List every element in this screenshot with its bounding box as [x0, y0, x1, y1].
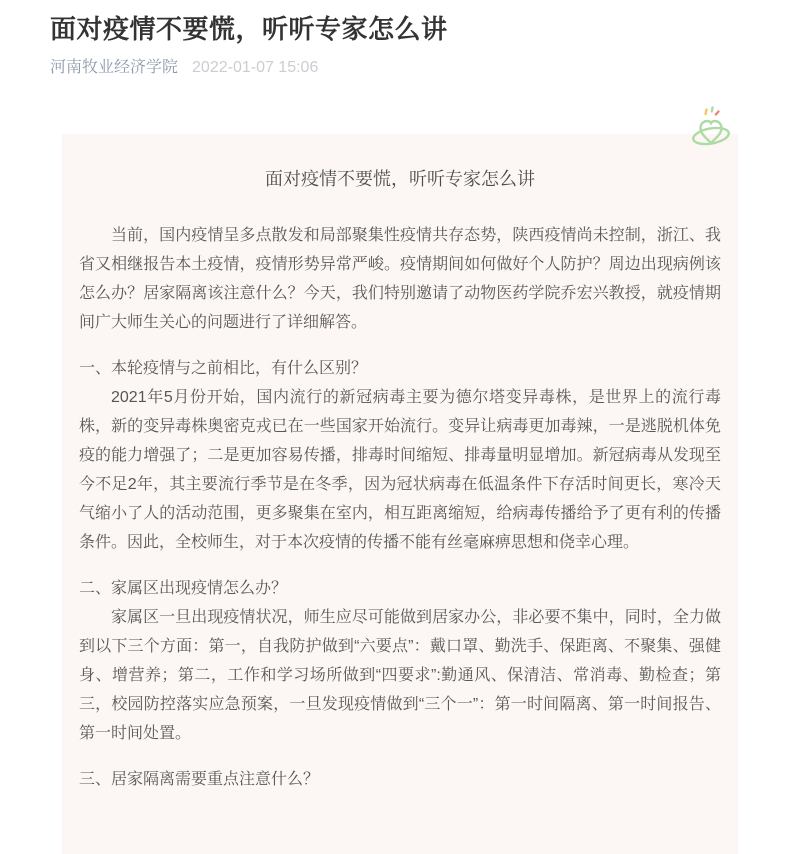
article-meta — [50, 58, 745, 78]
article-intro: 当前，国内疫情呈多点散发和局部聚集性疫情共存态势，陕西疫情尚未控制，浙江、我省又相继报告本土疫情，疫情形势异常严峻。疫情期间如何做好个人防护？周边出现病例该怎么办？居家隔离该注意什么？今天，我们特别邀请了动物医药学院乔宏兴教授，就疫情期间广大师生关心的问题进行了详细解答。 — [79, 227, 721, 331]
section-2-heading: 二、家属区出现疫情怎么办？ — [79, 580, 288, 597]
section-2-body: 家属区一旦出现疫情状况，师生应尽可能做到居家办公，非必要不集中，同时，全力做到以下三个方面：第一，自我防护做到“六要点”：戴口罩、勤洗手、保距离、不聚集、强健身、增营养；第二，工作和学习场所做到“四要求”:勤通风、保清洁、常消毒、勤检查；第三，校园防控落实应急预案，一旦发现疫情做到“三个一”：第一时间隔离、第一时间报告、第一时间处置。 — [79, 609, 721, 742]
page-title: 面对疫情不要慌，听听专家怎么讲 — [50, 14, 448, 44]
article-card — [62, 134, 738, 854]
section-1-body: 2021年5月份开始，国内流行的新冠病毒主要为德尔塔变异毒株，是世界上的流行毒株，新的变异毒株奥密克戎已在一些国家开始流行。变异让病毒更加毒辣，一是逃脱机体免疫的能力增强了；二是更加容易传播，排毒时间缩短、排毒量明显增加。新冠病毒从发现至今不足2年，其主要流行季节是在冬季，因为冠状病毒在低温条件下存活时间更长，寒冷天气缩小了人的活动范围，更多聚集在室内，相互距离缩短，给病毒传播给予了更有利的传播条件。因此，全校师生，对于本次疫情的传播不能有丝毫麻痹思想和侥幸心理。 — [79, 389, 721, 551]
section-1-heading: 一、本轮疫情与之前相比，有什么区别？ — [79, 360, 368, 377]
section-3-heading: 三、居家隔离需要重点注意什么？ — [79, 771, 320, 788]
page-header — [0, 0, 795, 78]
heart-sparkle-icon — [687, 102, 735, 150]
source-link[interactable]: 河南牧业经济学院 — [50, 59, 179, 76]
publish-time: 2022-01-07 15:06 — [192, 59, 319, 76]
article-title: 面对疫情不要慌，听听专家怎么讲 — [265, 169, 535, 189]
